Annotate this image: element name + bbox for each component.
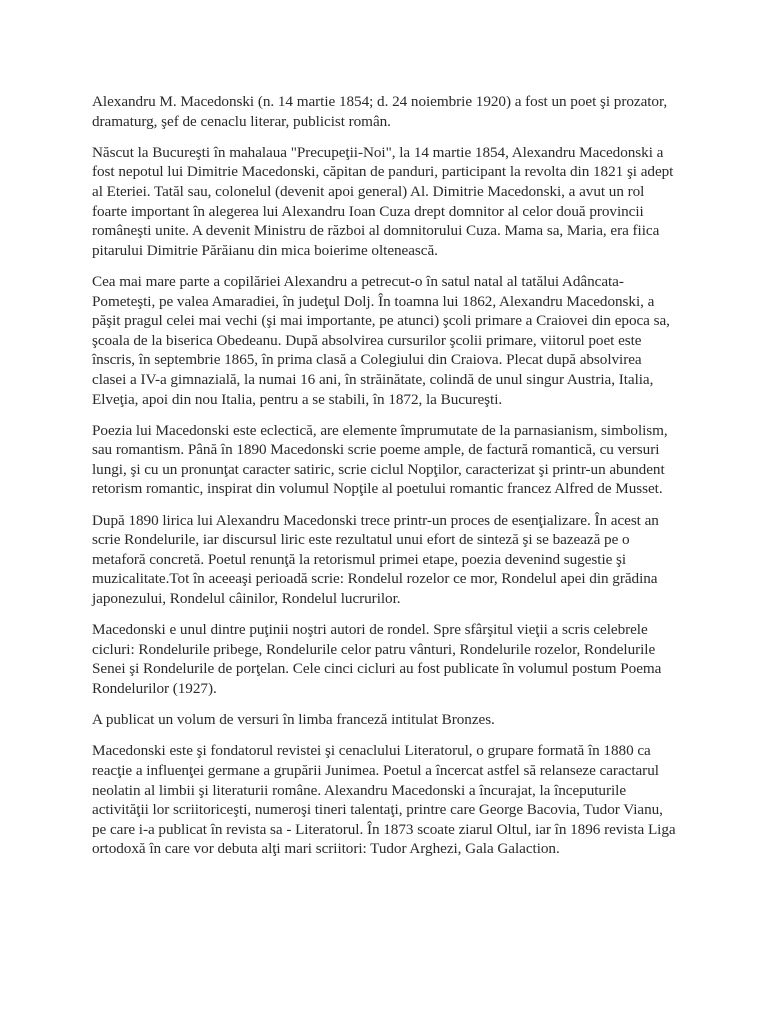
- paragraph-birth-family: Născut la Bucureşti în mahalaua "Precupeţii-Noi", la 14 martie 1854, Alexandru Macedonski a fost nepotul lui Dimitrie Macedonski, căpitan de panduri, participant la revolta din 1821 şi adept al Eteriei. Tatăl sau, colonelul (devenit apoi general) Al. Dimitrie Macedonski, a avut un rol foarte important în alegerea lui Alexandru Ioan Cuza drept domnitor al celor două provincii româneşti unite. A devenit Ministru de război al domnitorului Cuza. Mama sa, Maria, era fiica pitarului Dimitrie Părăianu din mica boierime oltenească.: [92, 143, 674, 259]
- paragraph-literatorul: Macedonski este şi fondatorul revistei şi cenaclului Literatorul, o grupare formată în 1880 ca reacţie a influenţei germane a grupării Junimea. Poetul a încercat astfel să relanseze caractarul neolatin al limbii şi literaturii române. Alexandru Macedonski a încurajat, la începuturile activităţii lor scriitoriceşti, numeroşi tineri talentaţi, printre care George Bacovia, Tudor Vianu, pe care i-a publicat în revista sa - Literatorul. În 1873 scoate ziarul Oltul, iar în 1896 revista Liga ortodoxă în care vor debuta alţi mari scriitori: Tudor Arghezi, Gala Galaction.: [92, 742, 676, 858]
- paragraph-after-1890: După 1890 lirica lui Alexandru Macedonski trece printr-un proces de esenţializare. În acest an scrie Rondelurile, iar discursul liric este rezultatul unui efort de sinteză şi se bazează pe o metaforă concretă. Poetul renunţă la retorismul primei etape, poezia devenind sugestie şi muzicalitate.Tot în aceeaşi perioadă scrie: Rondelul rozelor ce mor, Rondelul apei din grădina japonezului, Rondelul câinilor, Rondelul lucrurilor.: [92, 511, 659, 608]
- paragraph-childhood: Cea mai mare parte a copilăriei Alexandru a petrecut-o în satul natal al tatălui Adâncata-Pometeşti, pe valea Amaradiei, în judeţul Dolj. În toamna lui 1862, Alexandru Macedonski, a păşit pragul celei mai vechi (şi mai importante, pe atunci) şcoli primare a Craiovei din epoca sa, şcoala de la biserica Obedeanu. După absolvirea cursurilor şcolii primare, viitorul poet este înscris, în septembrie 1865, în prima clasă a Colegiului din Craiova. Plecat după absolvirea clasei a IV-a gimnazială, la numai 16 ani, în străinătate, colindă de unul singur Austria, Italia, Elveţia, apoi din nou Italia, pentru a se stabili, în 1872, la Bucureşti.: [92, 272, 670, 408]
- paragraph-rondel: Macedonski e unul dintre puţinii noştri autori de rondel. Spre sfârşitul vieţii a scris celebrele cicluri: Rondelurile pribege, Rondelurile celor patru vânturi, Rondelurile rozelor, Rondelurile Senei şi Rondelurile de porţelan. Cele cinci cicluri au fost publicate în volumul postum Poema Rondelurilor (1927).: [92, 621, 662, 697]
- paragraph-poetry-style: Poezia lui Macedonski este eclectică, are elemente împrumutate de la parnasianism, simbolism, sau romantism. Până în 1890 Macedonski scrie poeme ample, de factură romantică, cu versuri lungi, şi cu un pronunţat caracter satiric, scrie ciclul Nopţilor, caracterizat şi printr-un abundent retorism romantic, inspirat din volumul Nopţile al poetului romantic francez Alfred de Musset.: [92, 421, 668, 498]
- document-page: [92, 92, 678, 871]
- paragraph-intro: Alexandru M. Macedonski (n. 14 martie 1854; d. 24 noiembrie 1920) a fost un poet şi prozator, dramaturg, şef de cenaclu literar, publicist român.: [92, 93, 668, 130]
- paragraph-bronzes: A publicat un volum de versuri în limba franceză intitulat Bronzes.: [92, 711, 495, 729]
